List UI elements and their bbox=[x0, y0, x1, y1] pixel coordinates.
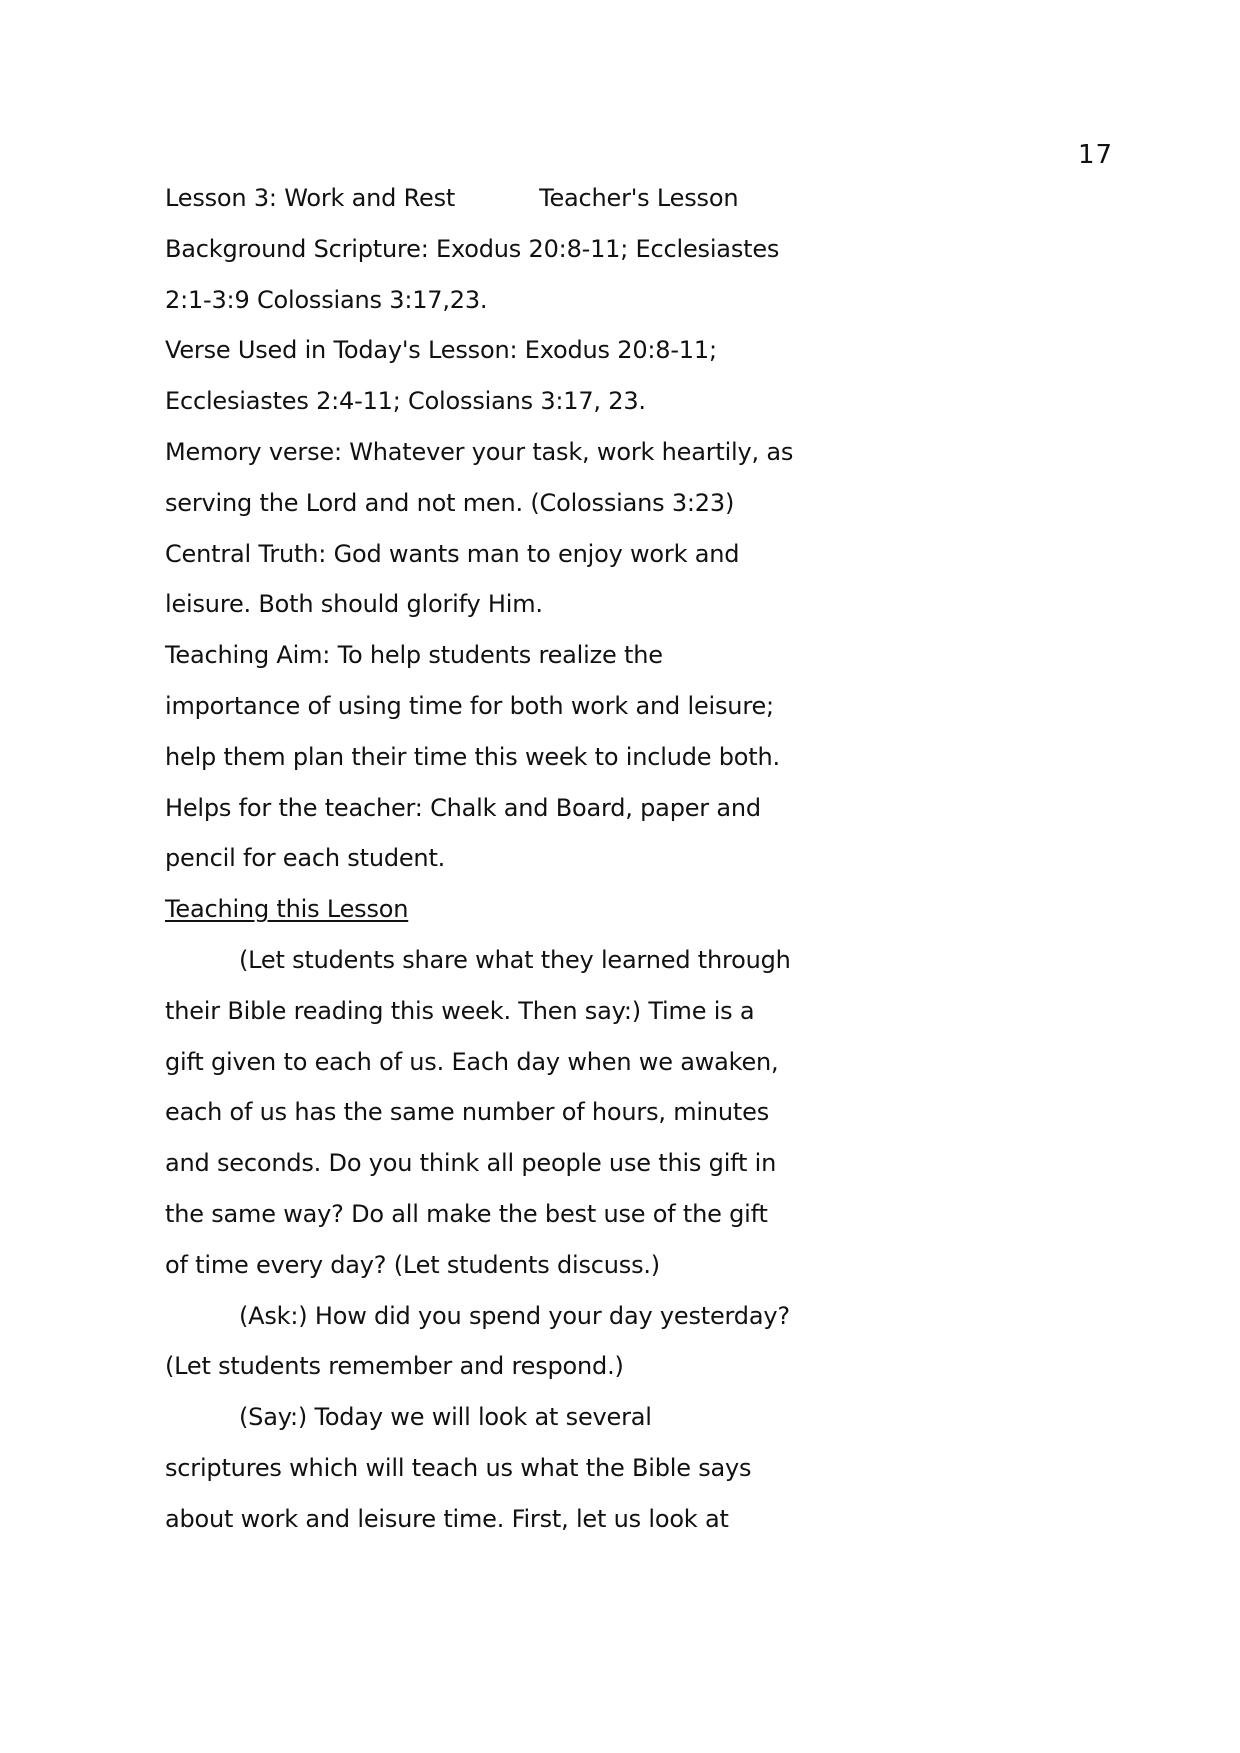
body-line: each of us has the same number of hours, minutes bbox=[165, 1098, 770, 1127]
body-line: their Bible reading this week. Then say:) Time is a bbox=[165, 996, 755, 1025]
section-heading: Teaching this Lesson bbox=[165, 895, 409, 924]
memory-verse-line-2: serving the Lord and not men. (Colossians 3:23) bbox=[165, 488, 735, 517]
verse-used-line-1: Verse Used in Today's Lesson: Exodus 20:8-11; bbox=[165, 336, 717, 365]
body-line: (Let students remember and respond.) bbox=[165, 1352, 624, 1381]
teaching-aim-line-3: help them plan their time this week to include both. bbox=[165, 742, 780, 771]
central-truth-line-1: Central Truth: God wants man to enjoy work and bbox=[165, 539, 740, 568]
lesson-header-line bbox=[165, 173, 825, 224]
body-line: (Let students share what they learned through bbox=[239, 945, 791, 974]
body-line: (Say:) Today we will look at several bbox=[239, 1403, 652, 1432]
page-number: 17 bbox=[1078, 140, 1114, 170]
body-line: and seconds. Do you think all people use this gift in bbox=[165, 1149, 777, 1178]
helps-line-1: Helps for the teacher: Chalk and Board, paper and bbox=[165, 793, 761, 822]
body-line: scriptures which will teach us what the Bible says bbox=[165, 1453, 752, 1482]
central-truth-line-2: leisure. Both should glorify Him. bbox=[165, 590, 543, 619]
lesson-content bbox=[165, 173, 825, 1545]
background-scripture-line-1: Background Scripture: Exodus 20:8-11; Ecclesiastes bbox=[165, 234, 780, 263]
memory-verse-line-1: Memory verse: Whatever your task, work heartily, as bbox=[165, 437, 794, 466]
body-line: gift given to each of us. Each day when we awaken, bbox=[165, 1047, 779, 1076]
body-line: of time every day? (Let students discuss.) bbox=[165, 1250, 660, 1279]
verse-used-line-2: Ecclesiastes 2:4-11; Colossians 3:17, 23. bbox=[165, 387, 646, 416]
helps-line-2: pencil for each student. bbox=[165, 844, 446, 873]
body-line: about work and leisure time. First, let us look at bbox=[165, 1504, 729, 1533]
lesson-type: Teacher's Lesson bbox=[539, 184, 739, 212]
body-line: (Ask:) How did you spend your day yesterday? bbox=[239, 1301, 790, 1330]
lesson-title: Lesson 3: Work and Rest bbox=[165, 184, 456, 212]
body-line: the same way? Do all make the best use of the gift bbox=[165, 1199, 768, 1228]
background-scripture-line-2: 2:1-3:9 Colossians 3:17,23. bbox=[165, 285, 488, 314]
teaching-aim-line-2: importance of using time for both work and leisure; bbox=[165, 691, 774, 720]
teaching-aim-line-1: Teaching Aim: To help students realize the bbox=[165, 641, 663, 670]
